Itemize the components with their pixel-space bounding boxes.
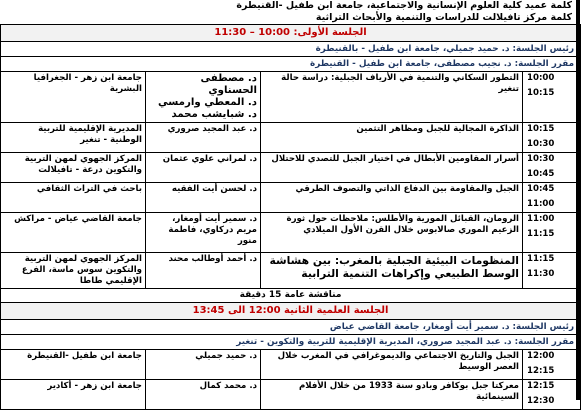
talk-end-time: 11:15 xyxy=(527,229,555,239)
talk-start-time: 10:45 xyxy=(527,184,555,194)
talk-institution: جامعة ابن زهر - أكادير xyxy=(1,380,146,410)
talk-time xyxy=(523,153,581,183)
discussion-row xyxy=(1,289,581,303)
opening-remarks xyxy=(0,0,580,24)
talk-end-time: 11:00 xyxy=(527,199,555,209)
talk-speaker: د. أحمد أوطالب محند xyxy=(146,253,261,289)
session1-rapporteur: مقرر الجلسة: د. نجيب مصطفى، جامعة ابن طفيل - القنيطرة xyxy=(1,57,581,72)
talk-speaker: د. عبد المجيد صروري xyxy=(146,123,261,153)
session2-chair-row xyxy=(1,320,581,335)
talk-institution: جامعة القاضي عياض - مراكش xyxy=(1,213,146,253)
talk-end-time: 10:30 xyxy=(527,139,555,149)
talk-title: معركتا جبل بوكافر وبادو سنة 1933 من خلال الأفلام السينمائية xyxy=(261,380,523,410)
talk-row xyxy=(1,72,581,123)
talk-row xyxy=(1,213,581,253)
talk-speaker: د. حميد جميلي xyxy=(146,350,261,380)
talk-row xyxy=(1,183,581,213)
talk-institution: جامعة ابن طفيل -القنيطرة xyxy=(1,350,146,380)
intro-line: كلمة عميد كلية العلوم الإنسانية والاجتماعية، جامعة ابن طفيل -القنيطرة xyxy=(236,0,572,11)
session2-header: الجلسة العلمية الثانية 12:00 الى 13:45 xyxy=(1,303,581,320)
talk-end-time: 12:30 xyxy=(527,396,555,406)
talk-title: الجبل والمقاومة بين الدفاع الذاتي والتصوف الطرقي xyxy=(261,183,523,213)
intro-line: كلمة مركز تافيلالت للدراسات والتنمية والأبحاث التراثية xyxy=(315,12,572,23)
talk-speaker: د. لحسن أيت الفقيه xyxy=(146,183,261,213)
talk-time xyxy=(523,183,581,213)
talk-title: الرومان، القبائل المورية والأطلس: ملاحظات حول ثورة الزعيم الموري صالابوس خلال القرن الأول الميلادي xyxy=(261,213,523,253)
talk-title: المنظومات البيئية الجبلية بالمغرب: بين هشاشة الوسط الطبيعي وإكراهات التنمية الترابية xyxy=(261,253,523,289)
talk-end-time: 10:15 xyxy=(527,88,555,98)
talk-time xyxy=(523,253,581,289)
session1-header-row xyxy=(1,25,581,42)
talk-speaker: د. مصطفى الحسناوي د. المعطي وارمسي د. شبايشب محمد xyxy=(146,72,261,123)
session1-chair: رئيس الجلسة: د. حميد جميلي، جامعة ابن طفيل - بالقنيطرة xyxy=(1,42,581,57)
talk-row xyxy=(1,380,581,410)
talk-start-time: 10:30 xyxy=(527,154,555,164)
talk-time xyxy=(523,72,581,123)
session1-chair-row xyxy=(1,42,581,57)
talk-start-time: 12:00 xyxy=(527,351,555,361)
talk-institution: جامعة ابن زهر - الجغرافيا البشرية xyxy=(1,72,146,123)
talk-end-time: 11:30 xyxy=(527,269,555,279)
session2-header-row xyxy=(1,303,581,320)
talk-time xyxy=(523,123,581,153)
talk-row xyxy=(1,153,581,183)
talk-time xyxy=(523,380,581,410)
talk-start-time: 10:15 xyxy=(527,124,555,134)
talk-title: الذاكرة المجالية للجبل ومظاهر التثمين xyxy=(261,123,523,153)
talk-row xyxy=(1,350,581,380)
talk-start-time: 11:00 xyxy=(527,214,555,224)
talk-start-time: 11:15 xyxy=(527,254,555,264)
talk-speaker: د. لمراني علوي عثمان xyxy=(146,153,261,183)
program-table xyxy=(0,24,581,410)
discussion-label: مناقشة عامة 15 دقيقة xyxy=(1,289,581,303)
talk-start-time: 10:00 xyxy=(527,73,555,83)
talk-row xyxy=(1,123,581,153)
session2-rapporteur-row xyxy=(1,335,581,350)
talk-institution: باحث في التراث الثقافي xyxy=(1,183,146,213)
talk-time xyxy=(523,350,581,380)
talk-title: أسرار المقاومين الأبطال في اختيار الجبل للتصدي للاحتلال xyxy=(261,153,523,183)
talk-row xyxy=(1,253,581,289)
session2-rapporteur: مقرر الجلسة: د. عبد المجيد صروري، المديرية الإقليمية للتربية والتكوين - تنغير xyxy=(1,335,581,350)
talk-speaker: د. سمير أيت أومغار، مريم دركاوي، فاطمة منور xyxy=(146,213,261,253)
talk-title: الجبل والتاريخ الاجتماعي والديموغرافي في المغرب خلال العصر الوسيط xyxy=(261,350,523,380)
talk-speaker: د. محمد كمال xyxy=(146,380,261,410)
talk-start-time: 12:15 xyxy=(527,381,555,391)
session1-rapporteur-row xyxy=(1,57,581,72)
talk-title: التطور السكاني والتنمية في الأرياف الجبلية: دراسة حالة تنغير xyxy=(261,72,523,123)
page-edge-bar xyxy=(576,0,580,400)
talk-institution: المركز الجهوي لمهن التربية والتكوين درعة - تافيلالت xyxy=(1,153,146,183)
talk-institution: المركز الجهوي لمهن التربية والتكوين سوس ماسة، الفرع الإقليمي طاطا xyxy=(1,253,146,289)
talk-time xyxy=(523,213,581,253)
talk-institution: المديرية الإقليمية للتربية الوطنية - تنغير xyxy=(1,123,146,153)
session2-chair: رئيس الجلسة: د. سمير أيت أومغار، جامعة القاضي عياض xyxy=(1,320,581,335)
talk-end-time: 12:15 xyxy=(527,366,555,376)
talk-end-time: 10:45 xyxy=(527,169,555,179)
session1-header: الجلسة الأولى: 10:00 – 11:30 xyxy=(1,25,581,42)
